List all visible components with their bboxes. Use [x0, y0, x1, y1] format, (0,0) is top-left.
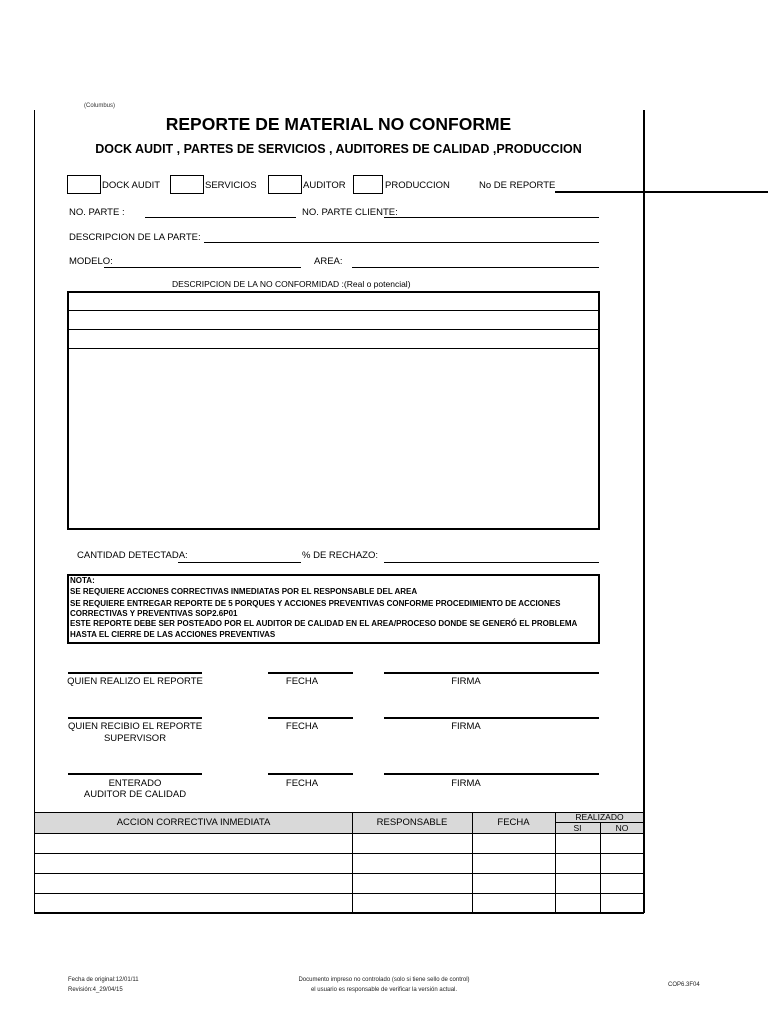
- corner-text: (Columbus): [84, 103, 116, 109]
- nota-line-4: ESTE REPORTE DEBE SER POSTEADO POR EL AUDITOR DE CALIDAD EN EL AREA/PROCESO DONDE SE GENERÓ EL PROBLEMA: [70, 619, 578, 628]
- table-bottom-line: [34, 912, 644, 914]
- descripcion-nc-row-3: [68, 348, 599, 349]
- auditor-checkbox[interactable]: [268, 175, 302, 194]
- descripcion-nc-row-1: [68, 310, 599, 311]
- page-left-border: [34, 110, 35, 913]
- descripcion-nc-box[interactable]: [67, 291, 600, 530]
- recibio-label-2: SUPERVISOR: [103, 733, 167, 744]
- enterado-label-2: AUDITOR DE CALIDAD: [83, 789, 187, 800]
- table-col-sep-4: [600, 822, 601, 912]
- auditor-label: AUDITOR: [303, 180, 346, 191]
- no-parte-cliente-field[interactable]: [384, 217, 599, 218]
- recibio-sign-line[interactable]: [68, 717, 202, 719]
- footer-code: COP6.3F04: [668, 982, 700, 988]
- col-accion-header: ACCION CORRECTIVA INMEDIATA: [116, 817, 271, 828]
- page-title: REPORTE DE MATERIAL NO CONFORME: [165, 114, 512, 134]
- modelo-label: MODELO:: [69, 256, 113, 267]
- no-reporte-label: No DE REPORTE: [479, 180, 556, 191]
- servicios-label: SERVICIOS: [205, 180, 257, 191]
- recibio-label-1: QUIEN RECIBIO EL REPORTE: [67, 721, 203, 732]
- realizo-label: QUIEN REALIZO EL REPORTE: [67, 676, 203, 687]
- no-reporte-ext: [643, 191, 768, 193]
- enterado-sign-line[interactable]: [68, 773, 202, 775]
- rechazo-field[interactable]: [384, 562, 599, 563]
- col-responsable-header: RESPONSABLE: [376, 817, 448, 828]
- no-reporte-field[interactable]: [555, 191, 643, 193]
- col-no-header: NO: [615, 823, 629, 833]
- no-parte-cliente-label: NO. PARTE CLIENTE:: [302, 207, 398, 218]
- modelo-field[interactable]: [104, 267, 301, 268]
- realizo-fecha-label: FECHA: [285, 676, 319, 687]
- page-subtitle: DOCK AUDIT , PARTES DE SERVICIOS , AUDITORES DE CALIDAD ,PRODUCCION: [95, 142, 582, 156]
- realizo-firma-label: FIRMA: [451, 676, 481, 687]
- cantidad-field[interactable]: [178, 562, 301, 563]
- col-fecha-header: FECHA: [497, 817, 530, 828]
- footer-doc-note-1: Documento impreso no controlado (solo si tiene sello de control): [298, 977, 470, 983]
- footer-doc-note-2: el usuario es responsable de verificar la versión actual.: [310, 987, 458, 993]
- table-header-bottom: [34, 833, 644, 834]
- nota-line-1: SE REQUIERE ACCIONES CORRECTIVAS INMEDIATAS POR EL RESPONSABLE DEL AREA: [70, 587, 418, 596]
- area-field[interactable]: [352, 267, 599, 268]
- rechazo-label: % DE RECHAZO:: [302, 550, 379, 561]
- nota-line-2: SE REQUIERE ENTREGAR REPORTE DE 5 PORQUES Y ACCIONES PREVENTIVAS CONFORME PROCEDIMIENTO DE ACCIONES: [70, 599, 561, 608]
- descripcion-parte-field[interactable]: [204, 242, 599, 243]
- recibio-firma-line[interactable]: [384, 717, 599, 719]
- descripcion-nc-row-2: [68, 329, 599, 330]
- page-right-border: [643, 110, 645, 913]
- produccion-label: PRODUCCION: [385, 180, 450, 191]
- produccion-checkbox[interactable]: [353, 175, 383, 194]
- dock-audit-checkbox[interactable]: [67, 175, 101, 194]
- recibio-firma-label: FIRMA: [451, 721, 481, 732]
- realizo-sign-line[interactable]: [68, 672, 202, 674]
- descripcion-nc-label: DESCRIPCION DE LA NO CONFORMIDAD :(Real o potencial): [172, 279, 411, 289]
- table-top-line: [34, 812, 644, 813]
- no-parte-field[interactable]: [145, 217, 296, 218]
- col-realizado-header: REALIZADO: [575, 812, 624, 822]
- table-row-line-1: [34, 853, 644, 854]
- recibio-fecha-line[interactable]: [268, 717, 353, 719]
- servicios-checkbox[interactable]: [170, 175, 204, 194]
- realizo-fecha-line[interactable]: [268, 672, 353, 674]
- nota-line-5: HASTA EL CIERRE DE LAS ACCIONES PREVENTIVAS: [70, 630, 276, 639]
- descripcion-parte-label: DESCRIPCION DE LA PARTE:: [69, 232, 201, 243]
- recibio-fecha-label: FECHA: [285, 721, 319, 732]
- enterado-firma-line[interactable]: [384, 773, 599, 775]
- no-parte-label: NO. PARTE :: [69, 207, 125, 218]
- nota-title: NOTA:: [70, 576, 95, 585]
- footer-revision: Revisión:4_29/04/15: [68, 987, 123, 993]
- enterado-firma-label: FIRMA: [451, 778, 481, 789]
- area-label: AREA:: [314, 256, 343, 267]
- realizo-firma-line[interactable]: [384, 672, 599, 674]
- enterado-fecha-label: FECHA: [285, 778, 319, 789]
- cantidad-label: CANTIDAD DETECTADA:: [77, 550, 188, 561]
- enterado-label-1: ENTERADO: [108, 778, 162, 789]
- nota-line-3: CORRECTIVAS Y PREVENTIVAS SOP2.6P01: [70, 609, 238, 618]
- table-row-line-2: [34, 873, 644, 874]
- col-si-header: SI: [573, 823, 582, 833]
- enterado-fecha-line[interactable]: [268, 773, 353, 775]
- dock-audit-label: DOCK AUDIT: [102, 180, 161, 191]
- table-row-line-3: [34, 893, 644, 894]
- footer-fecha-original: Fecha de original:12/01/11: [68, 977, 139, 983]
